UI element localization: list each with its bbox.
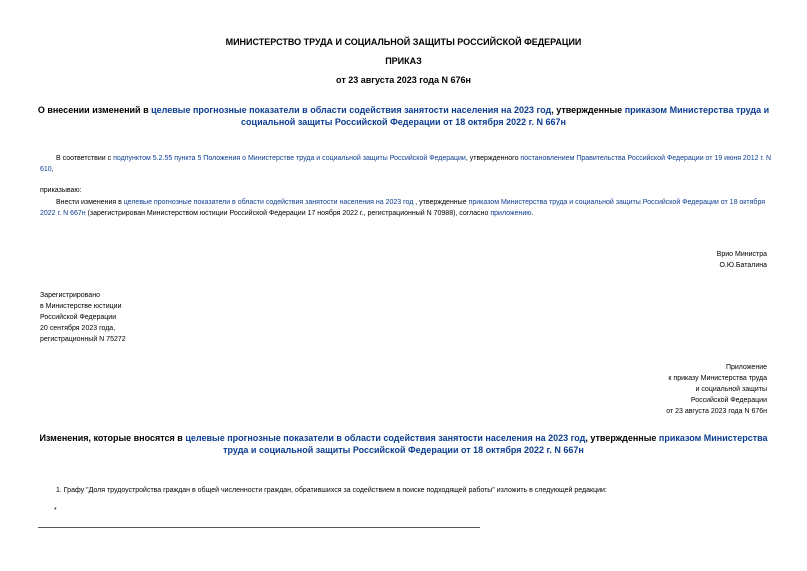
changes-link-indicators[interactable]: целевые прогнозные показатели в области содействия занятости населения на 2023 год <box>185 433 586 443</box>
appendix-line: от 23 августа 2023 года N 676н <box>666 408 767 415</box>
appendix-line: Российской Федерации <box>690 397 767 404</box>
registration-line: Зарегистрировано <box>40 292 100 299</box>
item-1-text: 1. Графу "Доля трудоустройства граждан в общей численности граждан, обратившихся за содействием в поиске подходящей работы" изложить в следующей редакции: <box>56 487 607 494</box>
preamble-paragraph <box>40 153 775 175</box>
order-title <box>30 104 777 128</box>
body-paragraph <box>40 197 775 219</box>
body-link-order-667n[interactable]: приказом Министерства труда и социальной защиты Российской Федерации от 18 октября 2022 г. N 667н <box>40 199 766 217</box>
registration-line: 20 сентября 2023 года, <box>40 325 116 332</box>
ministry-heading: МИНИСТЕРСТВО ТРУДА И СОЦИАЛЬНОЙ ЗАЩИТЫ РОССИЙСКОЙ ФЕДЕРАЦИИ <box>225 37 582 47</box>
signature-block <box>717 249 767 271</box>
appendix-line: Приложение <box>725 364 767 371</box>
changes-title <box>30 432 777 456</box>
body-text-2: , утвержденные <box>413 199 469 206</box>
body-text-4: . <box>531 210 534 217</box>
signature-position: Врио Министра <box>716 251 767 258</box>
changes-text-1: Изменения, которые вносятся в <box>39 433 186 443</box>
preamble-text-1: В соответствии с <box>56 155 114 162</box>
body-link-appendix[interactable]: приложению <box>490 210 532 217</box>
title-text-1: О внесении изменений в <box>37 105 152 115</box>
appendix-block <box>666 362 767 417</box>
registration-line: в Министерстве юстиции <box>40 303 122 310</box>
order-word: приказываю: <box>40 187 82 194</box>
title-link-order-667n[interactable]: приказом Министерства труда и социальной защиты Российской Федерации от 18 октября 2022 г. N 667н <box>241 105 770 127</box>
changes-text-2: , утвержденные <box>585 433 659 443</box>
signature-name: О.Ю.Баталина <box>719 262 767 269</box>
preamble-text-3: , <box>51 166 54 173</box>
title-link-indicators[interactable]: целевые прогнозные показатели в области содействия занятости населения на 2023 год <box>151 105 552 115</box>
title-text-2: , утвержденные <box>551 105 625 115</box>
preamble-link-regulation[interactable]: подпунктом 5.2.55 пункта 5 Положения о Министерстве труда и социальной защиты Российской Федерации <box>113 155 466 162</box>
registration-line: Российской Федерации <box>40 314 117 321</box>
footnote-divider <box>38 527 480 528</box>
preamble-text-2: , утвержденного <box>465 155 521 162</box>
appendix-line: к приказу Министерства труда <box>668 375 767 382</box>
registration-line: регистрационный N 75272 <box>40 336 126 343</box>
body-text-3: (зарегистрирован Министерством юстиции Российской Федерации 17 ноября 2022 г., регистрационный N 70988), согласно <box>85 210 491 217</box>
doc-type-heading: ПРИКАЗ <box>385 56 422 66</box>
appendix-line: и социальной защиты <box>695 386 767 393</box>
doc-date-number: от 23 августа 2023 года N 676н <box>336 75 471 85</box>
body-link-indicators[interactable]: целевые прогнозные показатели в области содействия занятости населения на 2023 год <box>123 199 414 206</box>
body-text-1: Внести изменения в <box>56 199 124 206</box>
bullet-mark: * <box>54 507 57 514</box>
registration-block <box>40 290 126 345</box>
preamble-link-resolution[interactable]: постановлением Правительства Российской Федерации от 19 июня 2012 г. N 610 <box>40 155 772 173</box>
changes-link-order-667n[interactable]: приказом Министерства труда и социальной защиты Российской Федерации от 18 октября 2022 г. N 667н <box>223 433 768 455</box>
